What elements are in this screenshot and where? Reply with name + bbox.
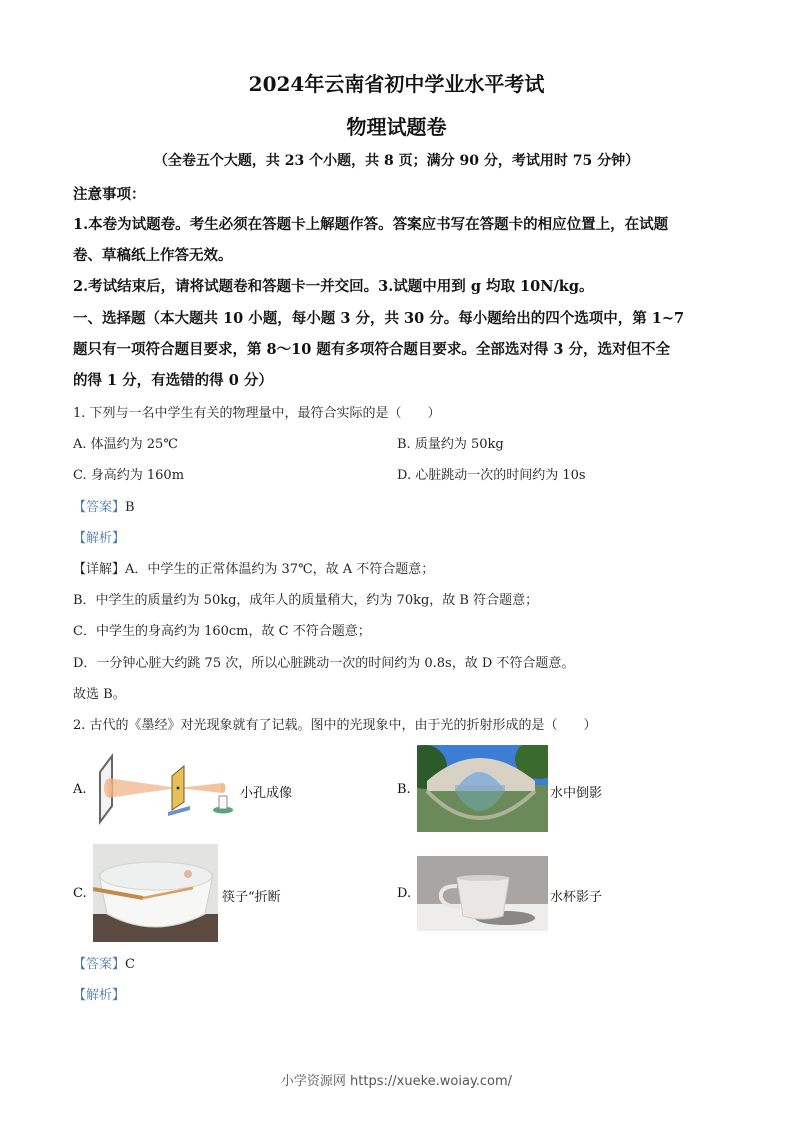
note-2: 2.考试结束后，请将试题卷和答题卡一并交回。3.试题中用到 g 均取 10N/kg。 bbox=[73, 278, 594, 295]
q1-answer bbox=[73, 496, 135, 515]
bridge-reflection-image bbox=[417, 745, 548, 832]
q1-stem: 1. 下列与一名中学生有关的物理量中，最符合实际的是（ ） bbox=[73, 406, 441, 421]
q2-option-b-letter: B. bbox=[397, 782, 411, 797]
detail-tag: 【详解】 bbox=[73, 562, 126, 577]
q1-conclusion: 故选 B。 bbox=[73, 687, 126, 702]
q2-option-c-letter: C. bbox=[73, 886, 87, 901]
exam-subtitle: 物理试题卷 bbox=[346, 115, 447, 139]
answer-value: B bbox=[125, 500, 135, 515]
q2-option-d-caption: 水杯影子 bbox=[550, 890, 603, 905]
answer-value: C bbox=[125, 957, 135, 972]
q1-option-c: C. 身高约为 160m bbox=[73, 468, 185, 483]
cup-shadow-image bbox=[417, 856, 548, 931]
chopsticks-bowl-image bbox=[93, 844, 218, 942]
q1-option-b: B. 质量约为 50kg bbox=[397, 437, 504, 452]
q1-option-d: D. 心脏跳动一次的时间约为 10s bbox=[397, 468, 586, 483]
q2-option-b-caption: 水中倒影 bbox=[550, 786, 603, 801]
q1-detail-c: C．中学生的身高约为 160cm，故 C 不符合题意； bbox=[73, 624, 371, 639]
note-1-line-a: 1.本卷为试题卷。考生必须在答题卡上解题作答。答案应书写在答题卡的相应位置上，在试题 bbox=[73, 216, 669, 233]
q1-analysis-tag: 【解析】 bbox=[73, 531, 126, 546]
q1-detail-a: 【详解】A．中学生的正常体温约为 37℃，故 A 不符合题意； bbox=[73, 562, 435, 577]
q1-detail-b: B．中学生的质量约为 50kg，成年人的质量稍大，约为 70kg，故 B 符合题意； bbox=[73, 593, 539, 608]
watermark-footer: 小学资源网 https://xueke.woiay.com/ bbox=[280, 1074, 513, 1089]
pinhole-camera-image bbox=[92, 750, 237, 825]
q2-option-d-letter: D. bbox=[397, 886, 412, 901]
exam-title: 2024年云南省初中学业水平考试 bbox=[248, 72, 545, 96]
q1-option-a: A. 体温约为 25℃ bbox=[73, 437, 178, 452]
notes-heading: 注意事项： bbox=[73, 186, 146, 203]
exam-info: （全卷五个大题，共 23 个小题，共 8 页；满分 90 分，考试用时 75 分钟） bbox=[153, 153, 640, 169]
section-1-line-1: 一、选择题（本大题共 10 小题，每小题 3 分，共 30 分。每小题给出的四个选项中，第 1~7 bbox=[73, 310, 685, 327]
note-1-line-b: 卷、草稿纸上作答无效。 bbox=[73, 247, 233, 264]
q2-option-a-letter: A. bbox=[73, 782, 87, 797]
q2-option-a-caption: 小孔成像 bbox=[240, 786, 293, 801]
answer-tag: 【答案】 bbox=[73, 957, 126, 972]
q2-answer bbox=[73, 953, 135, 972]
section-1-line-3: 的得 1 分，有选错的得 0 分） bbox=[73, 372, 273, 389]
q2-stem: 2. 古代的《墨经》对光现象就有了记载。图中的光现象中，由于光的折射形成的是（ ） bbox=[73, 718, 597, 733]
q1-detail-d: D．一分钟心脏大约跳 75 次，所以心脏跳动一次的时间约为 0.8s，故 D 不符合题意。 bbox=[73, 656, 575, 671]
section-1-line-2: 题只有一项符合题目要求，第 8～10 题有多项符合题目要求。全部选对得 3 分，选对但不全 bbox=[73, 341, 671, 358]
q2-option-c-caption: 筷子“折断 bbox=[222, 890, 281, 905]
q2-analysis-tag: 【解析】 bbox=[73, 988, 126, 1003]
answer-tag: 【答案】 bbox=[73, 500, 126, 515]
